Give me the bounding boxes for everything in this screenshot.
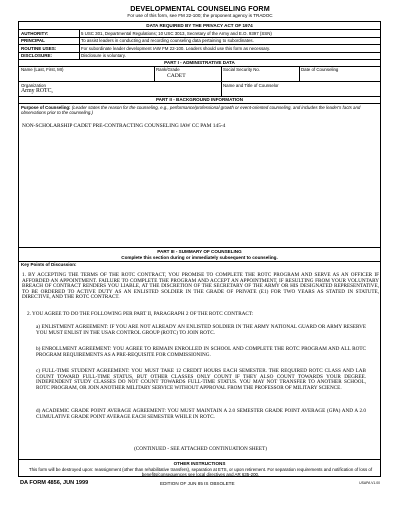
- disclosure-label: DISCLOSURE:: [21, 53, 53, 58]
- routine-uses-label: ROUTINE USES:: [21, 45, 57, 51]
- form-title: DEVELOPMENTAL COUNSELING FORM: [130, 4, 270, 13]
- discussion-paragraph-2c: c) FULL-TIME STUDENT AGREEMENT: YOU MUST TAKE 12 CREDIT HOURS EACH SEMESTER. THE REQUIRED ROTC CLASS AND LAB COUNT TOWARD FULL-TIME STATUS, BUT OTHER CLASSES ONLY COUNT IF THEY ALSO COUNT TOWARDS YOUR DEGREE. INDEPENDENT STUDY CLASSES DO NOT COUNT TOWARDS FULL-TIME STATUS. YOU MAY NOT TRANSFER TO ANOTHER SCHOOL, ROTC PROGRAM, OR JOIN ANOTHER MILITARY SERVICE WITHOUT APPROVAL FROM THE PROFESSOR OF MILITARY SCIENCE.: [36, 368, 366, 391]
- principal-text: To assist leaders in conducting and recording counseling data pertaining to subordinates.: [81, 38, 254, 44]
- authority-text: 5 USC 301, Departmental Regulations; 10 USC 3013, Secretary of the Army and E.O. 9397 (SSN): [81, 30, 272, 36]
- form-body: [18, 21, 381, 477]
- part2-heading: PART II - BACKGROUND INFORMATION: [155, 97, 244, 102]
- discussion-paragraph-2d: d) ACADEMIC GRADE POINT AVERAGE AGREEMENT: YOU MUST MAINTAIN A 2.0 SEMESTER GRADE POINT AVERAGE (GPA) AND A 2.0 CUMULATIVE GRADE POINT AVERAGE EACH SEMESTER WHILE IN ROTC.: [36, 408, 366, 420]
- purpose-value[interactable]: NON-SCHOLARSHIP CADET PRE-CONTRACTING COUNSELING IAW CC PAM 145-4: [22, 122, 226, 129]
- disclosure-text: Disclosure is voluntary.: [81, 53, 126, 59]
- privacy-act-heading: DATA REQUIRED BY THE PRIVACY ACT OF 1974: [146, 23, 253, 28]
- version-tag: USAPA V1.00: [359, 481, 380, 485]
- organization-field[interactable]: Army ROTC,: [21, 88, 53, 94]
- discussion-paragraph-2: 2. YOU AGREE TO DO THE FOLLOWING PER PART II, PARAGRAPH 2 OF THE ROTC CONTRACT:: [27, 311, 254, 317]
- part3-subheading: Complete this section during or immediately subsequent to counseling.: [121, 254, 278, 260]
- other-instructions-heading: OTHER INSTRUCTIONS: [173, 460, 226, 466]
- principal-label: PRINCIPAL: [21, 38, 45, 43]
- rank-field[interactable]: CADET: [167, 72, 186, 79]
- purpose-label: Purpose of Counseling:: [21, 104, 71, 110]
- edition-note: EDITION OF JUN 85 IS OBSOLETE: [160, 481, 235, 486]
- key-points-label: Key Points of Discussion:: [21, 262, 77, 267]
- routine-uses-text: For subordinate leader development IAW FM 22-100. Leaders should use this form as necessary.: [81, 45, 271, 51]
- name-label: Name (Last, First, MI): [21, 67, 64, 72]
- discussion-paragraph-1: 1. BY ACCEPTING THE TERMS OF THE ROTC CONTRACT, YOU PROMISE TO COMPLETE THE ROTC PROGRAM AND SERVE AS AN OFFICER IF AFFORDED AN APPOINTMENT. FAILURE TO COMPLETE THE PROGRAM AND ACCEPT AN APPOINTMENT, IF RESULTING FROM YOUR VOLUNTARY BREACH OF CONTRACT RENDERS YOU LIABLE, AT THE DISCRETION OF THE SECRETARY OF THE ARMY OR HIS DESIGNATED REPRESENTATIVE, TO BE ORDERED TO ACTIVE DUTY AS AN ENLISTED SOLDIER IN THE GRADE OF PRIVATE (E1) FOR TWO YEARS AS STATED IN STATUTE, DIRECTIVE, AND THE ROTC CONTRACT.: [22, 272, 379, 301]
- form-subtitle: For use of this form, see FM 22-100; the proponent agency is TRADOC: [127, 13, 273, 18]
- counseling-form-page: [18, 4, 382, 512]
- organization-label: Organization: [21, 83, 46, 88]
- counselor-label: Name and Title of Counselor: [223, 83, 279, 88]
- continued-note: (CONTINUED - SEE ATTACHED CONTINUATION SHEET): [134, 446, 267, 452]
- purpose-of-counseling: [21, 105, 379, 116]
- other-instructions-text: This form will be destroyed upon: reassignment (other than rehabilitative transfers), separation at ETS, or upon retirement. For separation requirements and notification of loss of benefits/consequences see local directives and AR 635-200.: [28, 466, 373, 477]
- discussion-paragraph-2a: a) ENLISTMENT AGREEMENT: IF YOU ARE NOT ALREADY AN ENLISTED SOLDIER IN THE ARMY NATIONAL GUARD OR ARMY RESERVE YOU MUST ENLIST IN THE USAR CONTROL GROUP (ROTC) TO JOIN ROTC.: [36, 324, 366, 336]
- rank-label: Rank/Grade: [156, 67, 180, 72]
- part3-heading: PART III - SUMMARY OF COUNSELING: [157, 248, 242, 254]
- form-number: DA FORM 4856, JUN 1999: [20, 480, 89, 486]
- date-label: Date of Counseling: [301, 67, 339, 72]
- ssn-label: Social Security No.: [223, 67, 261, 72]
- part1-heading: PART I - ADMINISTRATIVE DATA: [164, 60, 235, 65]
- authority-label: AUTHORITY:: [21, 30, 49, 36]
- discussion-paragraph-2b: b) ENROLLMENT AGREEMENT: YOU AGREE TO REMAIN ENROLLED IN SCHOOL AND COMPLETE THE ROTC PROGRAM AND ALL ROTC PROGRAM REQUIREMENTS AS A PRE-REQUISITE FOR COMMISSIONING.: [36, 346, 366, 358]
- purpose-instructions: (Leader states the reason for the counseling, e.g., performance/professional growth or event-oriented counseling, and includes the leader's facts and observations prior to the counseling.): [21, 104, 361, 115]
